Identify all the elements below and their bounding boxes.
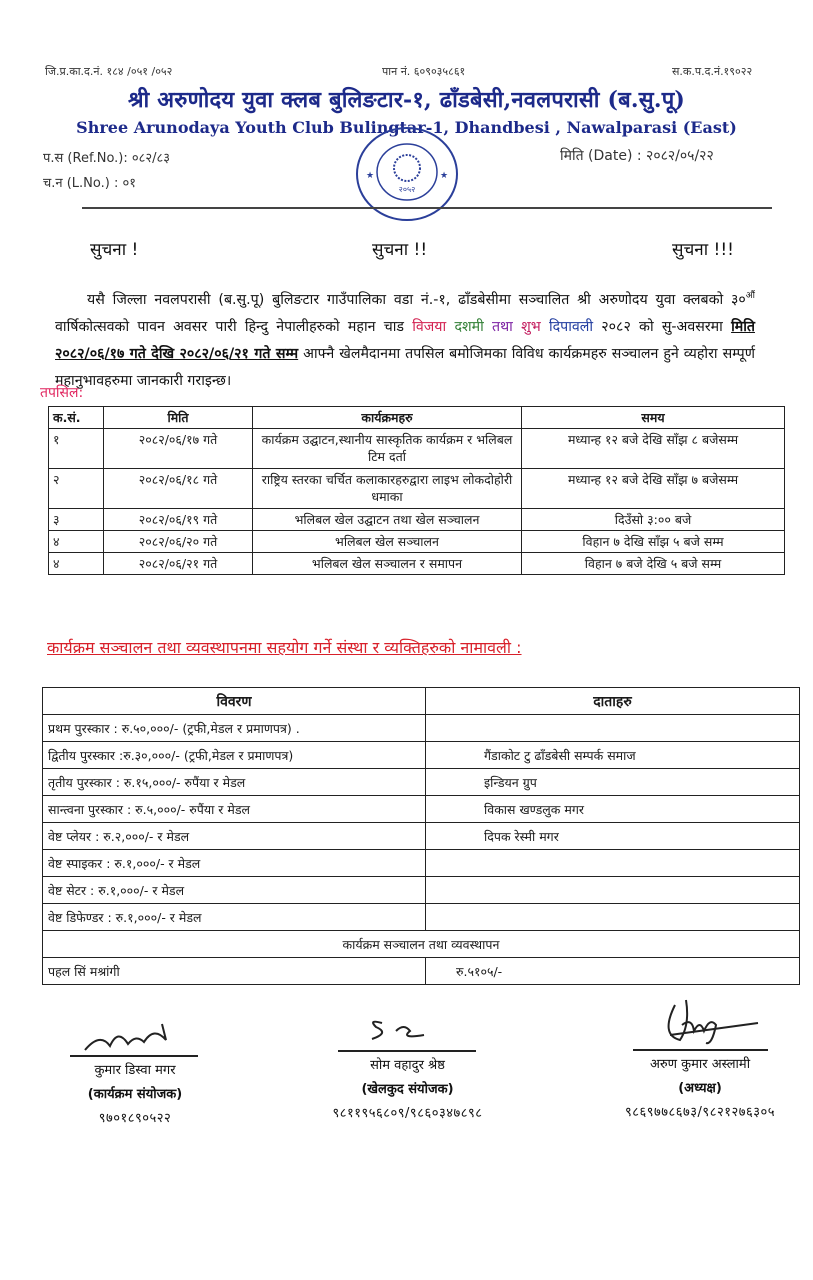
letter-date: मिति (Date) : २०८२/०५/२२: [560, 148, 714, 164]
cell-sn: २: [49, 469, 104, 509]
cell-donor: [426, 850, 800, 877]
signature-line: [338, 1050, 476, 1052]
cell-time: दिउँसो ३:०० बजे: [522, 509, 785, 531]
cell-sn: ३: [49, 509, 104, 531]
signatory-2: [300, 1054, 515, 1126]
cell-donor: दिपक रेस्मी मगर: [426, 823, 800, 850]
cell-time: मध्यान्ह १२ बजे देखि साँझ ८ बजेसम्म: [522, 429, 785, 469]
column-header-time: समय: [522, 407, 785, 429]
festival-word: शुभ: [521, 318, 541, 335]
cell-donor: [426, 715, 800, 742]
table-row: [49, 553, 785, 575]
cell-sn: ४: [49, 531, 104, 553]
signature-3: [630, 995, 770, 1050]
event-date-range: मिति २०८२/०६/१७ गते देखि २०८२/०६/२१ गते सम्म: [55, 318, 755, 362]
cell-detail: वेष्ट स्पाइकर : रु.१,०००/- र मेडल: [43, 850, 426, 877]
signature-1: [70, 1020, 200, 1056]
cell-detail: वेष्ट प्लेयर : रु.२,०००/- र मेडल: [43, 823, 426, 850]
org-name-nepali: श्री अरुणोदय युवा क्लब बुलिङटार-१, ढाँडबेसी,नवलपरासी (ब.सु.पू): [127, 87, 686, 113]
signature-line: [633, 1049, 768, 1051]
ordinal-suffix: औं: [745, 291, 755, 301]
signature-2: [360, 1013, 480, 1043]
cell-sn: ४: [49, 553, 104, 575]
cell-date: २०८२/०६/१७ गते: [104, 429, 253, 469]
festival-word: दिपावली: [548, 318, 594, 335]
signature-scribble-icon: [630, 995, 770, 1050]
cell-donor: रु.५१०५/-: [426, 958, 800, 985]
schedule-header-row: [49, 407, 785, 429]
sponsors-table: [42, 687, 800, 985]
cell-donor: [426, 877, 800, 904]
schedule-table: [48, 406, 785, 575]
cell-detail: प्रथम पुरस्कार : रु.५०,०००/- (ट्रफी,मेडल र प्रमाणपत्र) .: [43, 715, 426, 742]
cell-time: विहान ७ देखि साँझ ५ बजे सम्म: [522, 531, 785, 553]
cell-date: २०८२/०६/२१ गते: [104, 553, 253, 575]
table-row: [43, 796, 800, 823]
cell-program: राष्ट्रिय स्तरका चर्चित कलाकारहरुद्वारा लाइभ लोकदोहोरी धमाका: [253, 469, 522, 509]
cell-time: मध्यान्ह १२ बजे देखि साँझ ७ बजेसम्म: [522, 469, 785, 509]
signatory-name: सोम वहादुर श्रेष्ठ: [370, 1058, 445, 1073]
cell-time: विहान ७ बजे देखि ५ बजे सम्म: [522, 553, 785, 575]
cell-date: २०८२/०६/२० गते: [104, 531, 253, 553]
cell-date: २०८२/०६/१९ गते: [104, 509, 253, 531]
management-label: कार्यक्रम सञ्चालन तथा व्यवस्थापन: [43, 931, 800, 958]
table-row: [43, 715, 800, 742]
column-header-date: मिति: [104, 407, 253, 429]
notice-heading-2: सुचना !!: [372, 240, 428, 260]
table-row: [49, 469, 785, 509]
table-row: [49, 429, 785, 469]
org-name-english: Shree Arunodaya Youth Club Bulingtar-1, Dhandbesi , Nawalparasi (East): [76, 118, 737, 137]
sponsors-header-row: [43, 688, 800, 715]
signatory-3: [595, 1053, 805, 1125]
cell-program: भलिबल खेल सञ्चालन: [253, 531, 522, 553]
signatory-phone: ९७०१८९०५२२: [98, 1111, 172, 1126]
table-row: [49, 531, 785, 553]
table-row: [49, 509, 785, 531]
cell-donor: विकास खण्डलुक मगर: [426, 796, 800, 823]
table-row: [43, 769, 800, 796]
signatory-role: (कार्यक्रम संयोजक): [87, 1087, 183, 1102]
pan-number: पान नं. ६०९०३५८६१: [382, 65, 466, 78]
cell-donor: इन्डियन ग्रुप: [426, 769, 800, 796]
paragraph-text-3: २०८२ को सु-अवसरमा: [593, 318, 732, 335]
column-header-sn: क.सं.: [49, 407, 104, 429]
signatory-role: (खेलकुद संयोजक): [361, 1082, 454, 1097]
festival-word: दशमी: [454, 318, 484, 335]
signatory-1: [45, 1059, 225, 1131]
schedule-label: तपसिल:: [40, 385, 84, 401]
cell-detail: पहल सिं मश्रांगी: [43, 958, 426, 985]
notice-heading-3: सुचना !!!: [672, 240, 734, 260]
svg-text:★: ★: [440, 171, 449, 181]
table-row: [43, 877, 800, 904]
registration-number-left: जि.प्र.का.द.नं. १८४ /०५१ /०५२: [45, 65, 173, 78]
signature-scribble-icon: [70, 1020, 200, 1056]
table-row: [43, 823, 800, 850]
cell-donor: [426, 904, 800, 931]
cell-program: भलिबल खेल सञ्चालन र समापन: [253, 553, 522, 575]
table-row: [43, 904, 800, 931]
column-header-donors: दाताहरु: [426, 688, 800, 715]
sponsors-heading: कार्यक्रम सञ्चालन तथा व्यवस्थापनमा सहयोग गर्ने संस्था र व्यक्तिहरुको नामावली :: [47, 638, 522, 657]
signatory-role: (अध्यक्ष): [678, 1081, 722, 1096]
signatory-phone: ९८६९७७८६७३/९८२१२७६३०५: [624, 1105, 776, 1120]
stamp-seal-icon: [352, 124, 462, 224]
notice-paragraph: [55, 283, 755, 395]
paragraph-text-2: वार्षिकोत्सवको पावन अवसर पारी हिन्दु नेपालीहरुको महान चाड: [55, 318, 413, 335]
signatory-name: अरुण कुमार अस्लामी: [649, 1057, 751, 1072]
header-divider: [82, 207, 772, 209]
signature-scribble-icon: [360, 1013, 480, 1043]
registration-number-right: स.क.प.द.नं.१९०२२: [672, 65, 753, 78]
cell-detail: सान्त्वना पुरस्कार : रु.५,०००/- रुपैंया र मेडल: [43, 796, 426, 823]
cell-program: भलिबल खेल उद्घाटन तथा खेल सञ्चालन: [253, 509, 522, 531]
cell-detail: वेष्ट डिफेण्डर : रु.१,०००/- र मेडल: [43, 904, 426, 931]
column-header-program: कार्यक्रमहरु: [253, 407, 522, 429]
table-row: [43, 742, 800, 769]
festival-word: तथा: [492, 318, 513, 335]
signature-line: [70, 1055, 198, 1057]
signatory-phone: ९८११९५६८०९/९८६०३४७८९८: [332, 1106, 483, 1121]
letter-number: च.न (L.No.) : ०१: [43, 176, 136, 191]
cell-detail: तृतीय पुरस्कार : रु.१५,०००/- रुपैंया र मेडल: [43, 769, 426, 796]
paragraph-text-1: यसै जिल्ला नवलपरासी (ब.सु.पू) बुलिङटार गाउँपालिका वडा नं.-१, ढाँडबेसीमा सञ्चालित श्री अरुणोदय युवा क्लबको ३०: [87, 291, 746, 308]
table-row: [43, 850, 800, 877]
notice-heading-1: सुचना !: [90, 240, 139, 260]
signatory-name: कुमार डिस्वा मगर: [94, 1063, 176, 1078]
cell-sn: १: [49, 429, 104, 469]
cell-detail: वेष्ट सेटर : रु.१,०००/- र मेडल: [43, 877, 426, 904]
cell-donor: गैंडाकोट टु ढाँडबेसी सम्पर्क समाज: [426, 742, 800, 769]
cell-date: २०८२/०६/१८ गते: [104, 469, 253, 509]
festival-word: विजया: [412, 318, 447, 335]
table-row: [43, 958, 800, 985]
ref-number: प.स (Ref.No.): ०८२/८३: [43, 151, 171, 166]
column-header-detail: विवरण: [43, 688, 426, 715]
svg-text:★: ★: [366, 171, 375, 181]
club-stamp: [352, 124, 462, 224]
management-row: [43, 931, 800, 958]
svg-text:२०५२: २०५२: [398, 185, 416, 194]
cell-detail: द्वितीय पुरस्कार :रु.३०,०००/- (ट्रफी,मेडल र प्रमाणपत्र): [43, 742, 426, 769]
cell-program: कार्यक्रम उद्घाटन,स्थानीय सास्कृतिक कार्यक्रम र भलिबल टिम दर्ता: [253, 429, 522, 469]
paragraph-text-4: आफ्नै खेलमैदानमा तपसिल बमोजिमका विविध कार्यक्रमहरु सञ्चालन हुने व्यहोरा सम्पूर्ण महानुभावहरुमा जानकारी गराइन्छ।: [55, 345, 755, 389]
